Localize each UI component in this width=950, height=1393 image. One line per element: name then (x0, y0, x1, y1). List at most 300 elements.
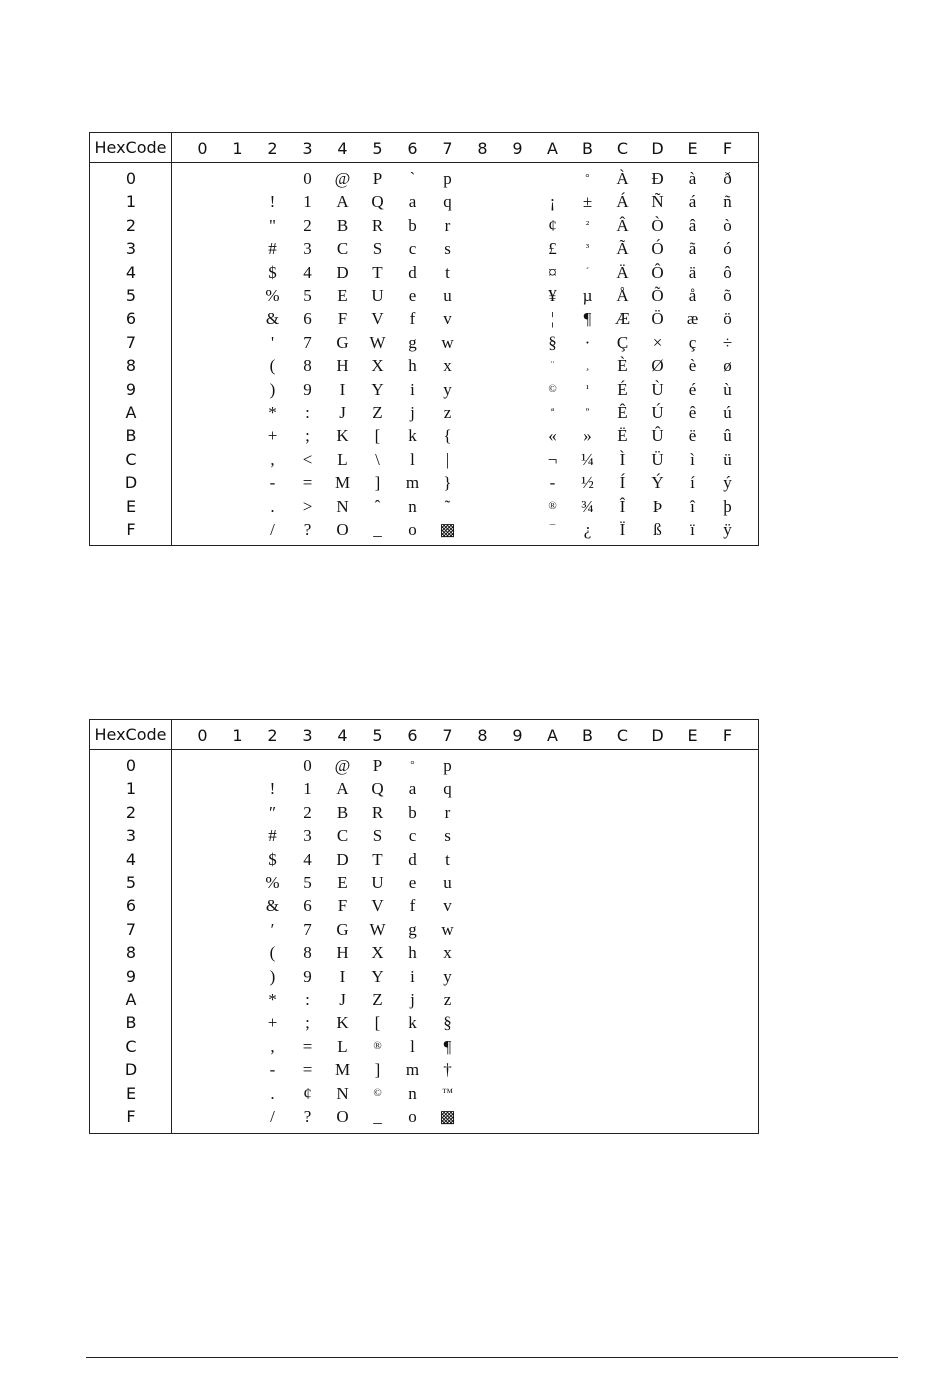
char-cell: ÿ (723, 520, 732, 539)
char-cell: Ü (651, 449, 664, 469)
char-cell: $ (268, 262, 277, 282)
char-cell: z (443, 403, 452, 422)
row-label: 6 (125, 309, 137, 329)
col-header: 5 (372, 139, 383, 158)
char-cell: § (443, 1013, 452, 1033)
char-cell: ð (723, 169, 732, 188)
char-cell: E (337, 873, 348, 892)
row-label: C (125, 449, 137, 469)
row-labels (90, 750, 172, 1134)
row-label: D (124, 473, 138, 493)
char-cell: [ (374, 426, 381, 446)
char-cell: A (336, 192, 349, 212)
char-cell: _ (373, 1107, 382, 1126)
char-cell: Ã (616, 239, 629, 259)
char-cell: ˆ (374, 496, 381, 516)
char-cell: µ (582, 286, 593, 305)
char-cell: ¶ (443, 1036, 452, 1056)
char-cell: Ñ (651, 192, 664, 212)
char-cell: Ø (651, 356, 664, 376)
char-cell: u (443, 873, 452, 892)
char-cell: M (334, 1060, 351, 1080)
char-cell: K (336, 426, 349, 446)
col-header: A (547, 726, 558, 745)
row-label: 2 (125, 802, 137, 822)
row-label: A (125, 990, 137, 1009)
char-cell: û (723, 426, 732, 446)
char-cell: j (410, 990, 415, 1009)
col-header: 0 (197, 726, 208, 745)
char-cell: ³ (585, 242, 590, 255)
char-cell: Æ (614, 309, 631, 329)
char-cell: 8 (303, 356, 312, 376)
char-cell: ù (723, 379, 732, 399)
char-cell: N (336, 1083, 349, 1103)
col-header: E (687, 139, 698, 158)
char-cell: ² (585, 218, 590, 231)
char-cell: ú (723, 403, 732, 422)
char-cell: N (336, 496, 349, 516)
character-table-1 (89, 132, 759, 546)
char-cell: Ò (651, 215, 664, 235)
char-cell: á (688, 192, 697, 212)
char-cell: E (337, 286, 348, 305)
row-label: E (125, 1083, 137, 1103)
char-cell: D (336, 849, 349, 869)
char-cell: L (337, 449, 348, 469)
row-label: 9 (125, 379, 137, 399)
char-cell: O (336, 1107, 349, 1126)
row-label: 8 (125, 356, 137, 376)
char-cell: S (372, 826, 383, 846)
char-cell: j (410, 403, 415, 422)
char-cell: - (269, 1060, 276, 1080)
char-cell: u (443, 286, 452, 305)
char-cell: ò (723, 215, 732, 235)
char-cell: ¼ (581, 449, 594, 469)
char-cell: ¦ (550, 309, 555, 329)
char-cell: î (690, 496, 695, 516)
char-cell: J (339, 403, 346, 422)
char-cell: | (445, 449, 450, 469)
char-cell: © (373, 1086, 382, 1099)
char-cell: . (270, 496, 275, 516)
char-cell: ˜ (444, 496, 451, 516)
char-cell: m (405, 473, 420, 493)
char-cell: Y (371, 966, 384, 986)
char-cell: h (408, 943, 417, 963)
char-cell: Y (371, 379, 384, 399)
char-cell: 6 (303, 309, 312, 329)
char-cell: ý (723, 473, 732, 493)
char-cell: ç (688, 332, 697, 352)
char-cell: ' (270, 332, 275, 352)
char-cell: õ (723, 286, 732, 305)
char-cell: 4 (303, 262, 312, 282)
char-cell: ? (303, 1107, 312, 1126)
char-cell: ø (723, 356, 732, 376)
char-cell: e (408, 286, 417, 305)
char-cell: Ý (651, 473, 664, 493)
col-header: 3 (302, 139, 313, 158)
char-cell: 8 (303, 943, 312, 963)
char-cell: = (302, 1036, 313, 1056)
char-cell: ì (690, 449, 695, 469)
char-cell: 1 (303, 192, 312, 212)
char-cell: ) (269, 966, 276, 986)
char-cell: V (371, 309, 384, 329)
char-cell: K (336, 1013, 349, 1033)
char-cell: b (408, 802, 417, 822)
char-cell: ¯ (549, 523, 556, 535)
char-cell: º (585, 406, 590, 418)
char-cell: ª (550, 406, 555, 418)
char-cell: 3 (303, 239, 312, 259)
char-cell: 7 (303, 919, 312, 939)
char-cell: § (548, 332, 557, 352)
char-cell: c (408, 826, 417, 846)
char-cell: ê (688, 403, 697, 422)
char-cell: @ (334, 169, 351, 188)
char-cell: ″ (268, 802, 277, 822)
char-cell: w (441, 919, 454, 939)
col-header: B (582, 726, 593, 745)
char-cell: a (408, 192, 417, 212)
char-cell: Z (372, 990, 383, 1009)
char-cell: / (270, 1107, 275, 1126)
char-cell: Ë (617, 426, 628, 446)
char-cell: è (688, 356, 697, 376)
char-cell: a (408, 779, 417, 799)
char-cell: ¸ (585, 359, 590, 372)
row-label: D (124, 1060, 138, 1080)
char-cell: + (267, 426, 278, 446)
row-label: 1 (125, 779, 137, 799)
char-cell: J (339, 990, 346, 1009)
char-cell: ! (269, 192, 276, 212)
char-cell: % (265, 873, 280, 892)
col-header: 2 (267, 726, 278, 745)
char-cell: * (268, 403, 277, 422)
char-cell: R (371, 215, 384, 235)
col-header: 3 (302, 726, 313, 745)
char-cell: ä (688, 262, 697, 282)
char-cell: > (302, 496, 313, 516)
char-cell: - (549, 473, 556, 493)
char-cell: ü (723, 449, 732, 469)
char-cell: d (408, 262, 417, 282)
char-cell: V (371, 896, 384, 916)
col-header: C (616, 139, 629, 158)
char-cell: F (337, 309, 348, 329)
char-cell: . (270, 1083, 275, 1103)
char-cell: 6 (303, 896, 312, 916)
char-cell: X (371, 356, 384, 376)
char-cell: s (444, 826, 451, 846)
row-label: 7 (125, 332, 137, 352)
char-cell: ¡ (549, 192, 556, 212)
char-cell: ( (269, 943, 276, 963)
row-label: C (125, 1036, 137, 1056)
char-cell: q (443, 192, 452, 212)
char-cell: I (339, 966, 346, 986)
char-cell: » (583, 426, 592, 446)
col-header: F (722, 726, 733, 745)
char-cell: å (688, 286, 697, 305)
char-cell: < (302, 449, 313, 469)
col-header: E (687, 726, 698, 745)
char-cell: Ö (651, 309, 664, 329)
char-cell: ï (690, 520, 695, 539)
char-cell: « (548, 426, 557, 446)
char-cell: % (265, 286, 280, 305)
char-cell: Î (619, 496, 626, 516)
char-cell: y (443, 379, 452, 399)
table-header (90, 720, 758, 750)
char-cell: ® (373, 1039, 382, 1052)
char-cell: S (372, 239, 383, 259)
row-label: 7 (125, 919, 137, 939)
char-cell: C (336, 826, 349, 846)
char-cell: ÷ (722, 332, 733, 352)
row-label: 1 (125, 192, 137, 212)
char-cell: Q (371, 192, 384, 212)
char-cell: t (445, 262, 450, 282)
char-cell: i (410, 379, 415, 399)
char-cell: 0 (303, 169, 312, 188)
col-header: 4 (337, 726, 348, 745)
char-cell: $ (268, 849, 277, 869)
row-label: 2 (125, 215, 137, 235)
char-cell: R (371, 802, 384, 822)
char-cell: _ (373, 520, 382, 539)
char-cell: h (408, 356, 417, 376)
char-cell: \ (375, 449, 380, 469)
char-cell: ] (374, 473, 381, 493)
col-header: D (651, 726, 664, 745)
col-header: 7 (442, 139, 453, 158)
char-cell: 4 (303, 849, 312, 869)
col-header: 9 (512, 139, 523, 158)
row-label: 6 (125, 896, 137, 916)
char-cell: k (408, 426, 417, 446)
char-cell: U (371, 286, 384, 305)
char-cell: W (369, 919, 386, 939)
char-cell: b (408, 215, 417, 235)
char-cell: ′ (270, 919, 275, 939)
row-label: 9 (125, 966, 137, 986)
col-header: 2 (267, 139, 278, 158)
char-cell: ® (548, 499, 557, 512)
col-header: 9 (512, 726, 523, 745)
char-cell: o (408, 1107, 417, 1126)
char-cell: 2 (303, 802, 312, 822)
char-cell: w (441, 332, 454, 352)
char-cell: C (336, 239, 349, 259)
char-cell: } (443, 473, 452, 493)
char-cell: æ (686, 309, 699, 329)
char-cell: B (336, 802, 349, 822)
char-cell: Å (616, 286, 629, 305)
char-cell: c (408, 239, 417, 259)
char-cell: M (334, 473, 351, 493)
hexcode-label: HexCode (90, 720, 172, 749)
char-cell: Ê (617, 403, 628, 422)
row-label: 4 (125, 262, 137, 282)
col-header: 4 (337, 139, 348, 158)
row-label: B (125, 426, 137, 446)
char-cell: , (270, 449, 275, 469)
char-cell: ¿ (583, 520, 592, 539)
char-cell: D (336, 262, 349, 282)
char-cell: G (336, 919, 349, 939)
char-cell: v (443, 309, 452, 329)
char-cell: Û (651, 426, 664, 446)
char-cell: p (443, 756, 452, 775)
row-label: 5 (125, 873, 137, 892)
char-cell: , (270, 1036, 275, 1056)
char-cell: L (337, 1036, 348, 1056)
char-cell: à (688, 169, 697, 188)
row-label: 4 (125, 849, 137, 869)
char-cell: x (443, 943, 452, 963)
char-cell: Ó (651, 239, 664, 259)
row-label: F (126, 1107, 136, 1126)
table-header (90, 133, 758, 163)
col-header: 0 (197, 139, 208, 158)
char-cell: d (408, 849, 417, 869)
char-cell: q (443, 779, 452, 799)
char-cell: k (408, 1013, 417, 1033)
char-cell: ° (585, 172, 590, 184)
char-cell: ) (269, 379, 276, 399)
char-cell: : (305, 403, 310, 422)
char-cell: i (410, 966, 415, 986)
char-cell: p (443, 169, 452, 188)
char-cell: ¬ (547, 449, 558, 469)
char-cell: & (265, 309, 280, 329)
table-body (90, 163, 758, 546)
char-cell: @ (334, 756, 351, 775)
col-header: 5 (372, 726, 383, 745)
char-cell: Þ (652, 496, 663, 516)
char-cell: Ù (651, 379, 664, 399)
char-cell: + (267, 1013, 278, 1033)
char-cell: = (302, 1060, 313, 1080)
char-cell: x (443, 356, 452, 376)
char-cell: ™ (442, 1086, 453, 1099)
col-header: F (722, 139, 733, 158)
char-cell: Ú (651, 403, 664, 422)
col-header: B (582, 139, 593, 158)
row-label: F (126, 520, 136, 539)
char-cell: & (265, 896, 280, 916)
char-cell: ] (374, 1060, 381, 1080)
char-cell: Â (616, 215, 629, 235)
char-cell: ô (723, 262, 732, 282)
char-cell: Q (371, 779, 384, 799)
col-header: 6 (407, 726, 418, 745)
col-header: 8 (477, 726, 488, 745)
char-cell: l (410, 449, 415, 469)
char-cell: I (339, 379, 346, 399)
col-header: D (651, 139, 664, 158)
char-cell: ` (409, 169, 416, 188)
char-cell: Í (619, 473, 626, 493)
char-cell: G (336, 332, 349, 352)
char-cell: P (372, 169, 383, 188)
char-cell: ¢ (303, 1083, 312, 1103)
col-header: 8 (477, 139, 488, 158)
row-labels (90, 163, 172, 546)
char-cell: g (408, 919, 417, 939)
char-cell: 5 (303, 286, 312, 305)
char-cell: o (408, 520, 417, 539)
char-cell: X (371, 943, 384, 963)
character-table-2 (89, 719, 759, 1134)
row-label: 0 (125, 169, 137, 188)
row-label: 5 (125, 286, 137, 305)
char-cell: ö (723, 309, 732, 329)
char-cell: B (336, 215, 349, 235)
char-cell: v (443, 896, 452, 916)
char-cell: * (268, 990, 277, 1009)
char-cell: ; (305, 426, 310, 446)
row-label: 3 (125, 239, 137, 259)
char-cell: Á (616, 192, 629, 212)
char-cell: # (268, 239, 277, 259)
char-cell: é (688, 379, 697, 399)
char-cell: ( (269, 356, 276, 376)
char-cell: Ì (619, 449, 626, 469)
row-label: B (125, 1013, 137, 1033)
char-cell: 2 (303, 215, 312, 235)
char-cell: ¶ (583, 309, 592, 329)
col-header: C (616, 726, 629, 745)
char-cell: ; (305, 1013, 310, 1033)
char-cell: ã (688, 239, 697, 259)
char-cell: ë (688, 426, 697, 446)
char-cell: í (690, 473, 695, 493)
char-cell: ó (723, 239, 732, 259)
char-cell: 9 (303, 966, 312, 986)
char-cell: ½ (581, 473, 594, 493)
char-cell: r (444, 215, 451, 235)
char-cell: ± (582, 192, 593, 212)
char-cell: - (269, 473, 276, 493)
hexcode-label: HexCode (90, 133, 172, 162)
char-cell: ¤ (548, 262, 557, 282)
char-cell: ¾ (581, 496, 594, 516)
char-cell: H (336, 356, 349, 376)
char-cell: È (617, 356, 628, 376)
row-label: A (125, 403, 137, 422)
char-cell: f (409, 309, 416, 329)
col-header: A (547, 139, 558, 158)
char-cell: A (336, 779, 349, 799)
char-cell: ° (410, 759, 415, 771)
char-cell: Ç (616, 332, 629, 352)
char-cell: ▩ (439, 520, 456, 539)
char-cell: 3 (303, 826, 312, 846)
char-cell: = (302, 473, 313, 493)
char-cell: H (336, 943, 349, 963)
char-cell: O (336, 520, 349, 539)
char-cell: ? (303, 520, 312, 539)
char-cell: Ï (619, 520, 626, 539)
char-cell: / (270, 520, 275, 539)
char-cell: n (408, 496, 417, 516)
